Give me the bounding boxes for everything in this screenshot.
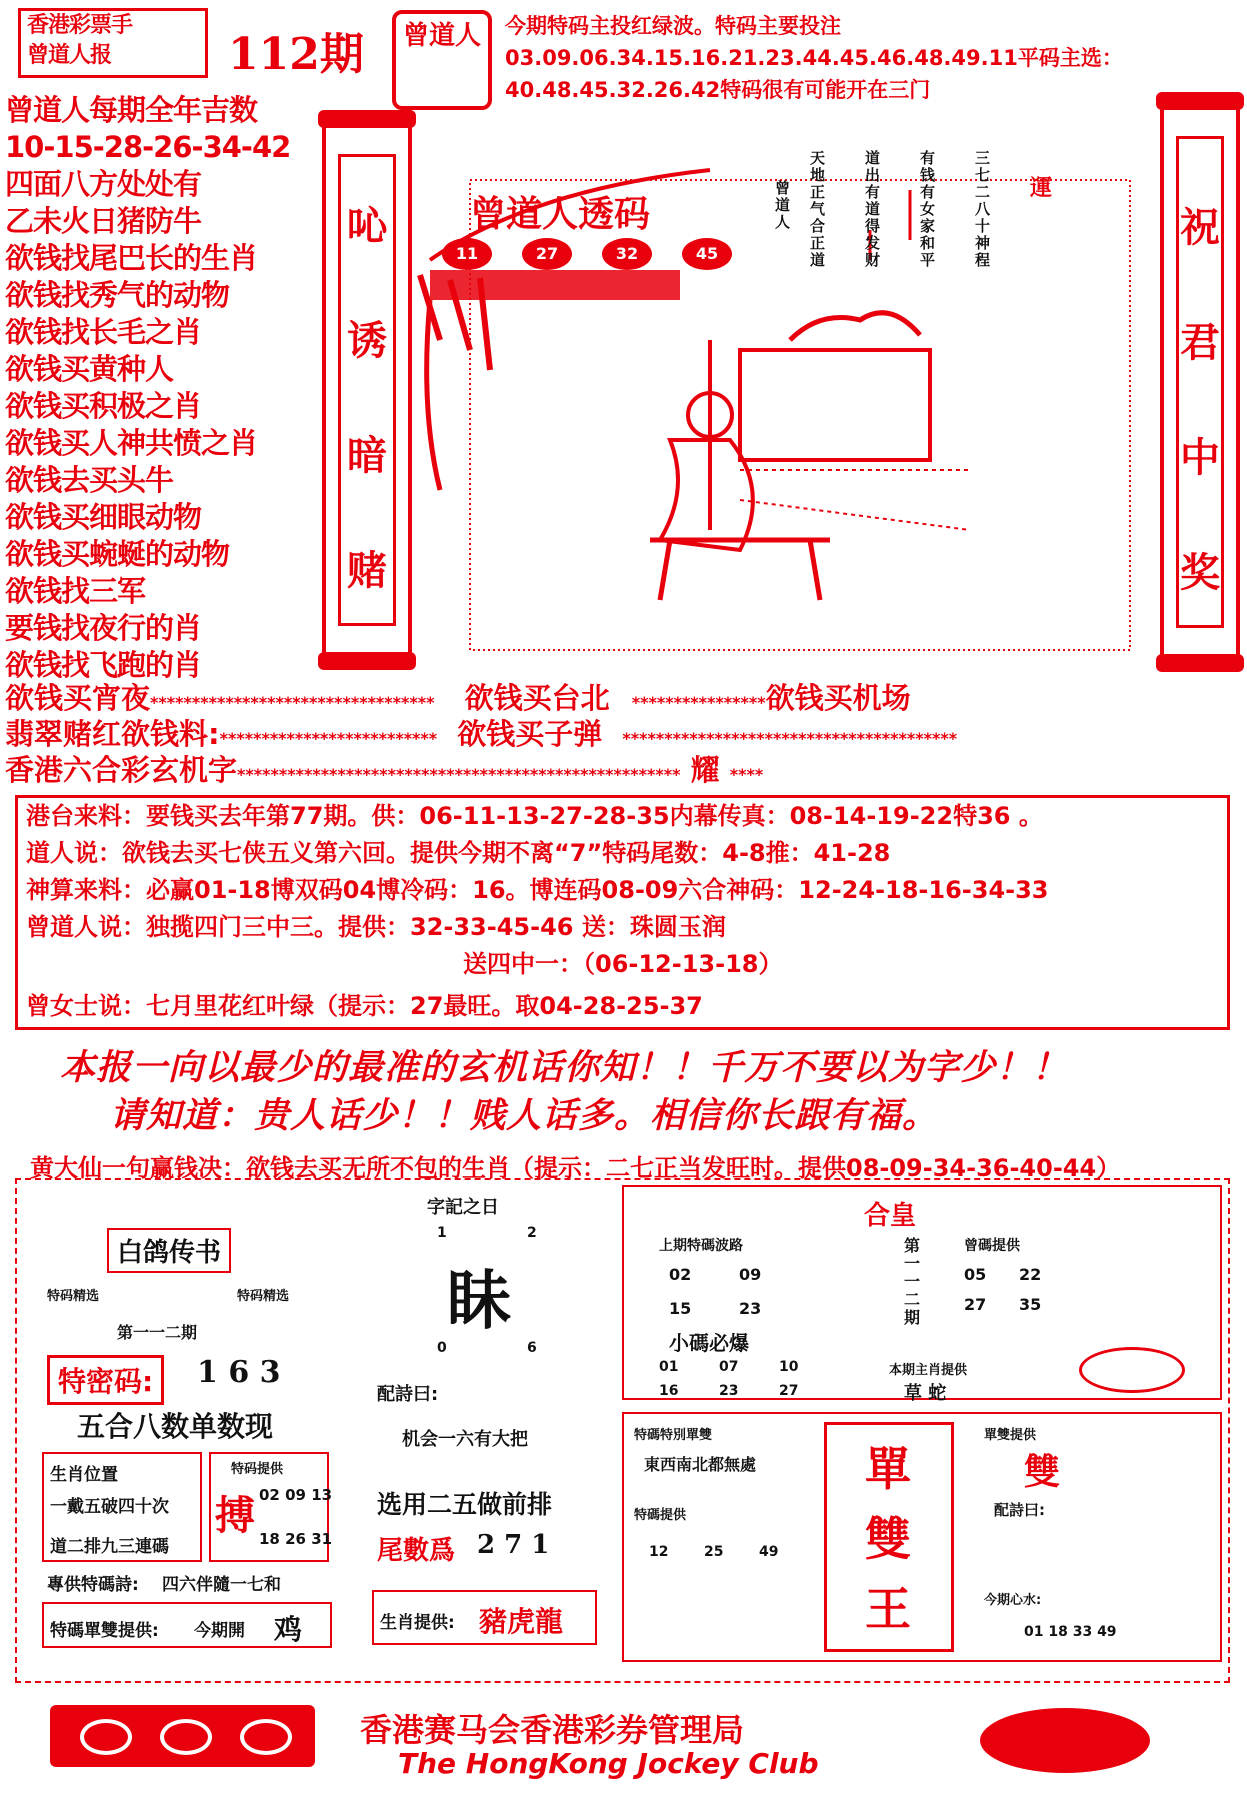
panel-a-title: 白鸽传书: [107, 1228, 231, 1273]
left-line: 欲钱找飞跑的肖: [5, 648, 202, 682]
callout-1: 本报一向以最少的最准的玄机话你知！！千万不要以为字少！！: [60, 1047, 1069, 1088]
star-line-2-mid: 欲钱买子弹: [457, 717, 603, 751]
panel-a-poem: 四六伴隨一七和: [162, 1575, 281, 1595]
left-line: 曾道人每期全年吉数: [5, 93, 258, 127]
top-note: 今期特码主投红绿波。特码主要投注03.09.06.34.15.16.21.23.44.45.46.48.49.11平码主选：40.48.45.32.26.42特码很有可能开在三门: [505, 14, 1123, 102]
panel-c-small-4: 16: [659, 1383, 679, 1399]
panel-b-char: 眛: [447, 1264, 511, 1339]
left-line: 四面八方处处有: [5, 167, 202, 201]
star-line-2-left: 翡翠赌红欲钱料:: [5, 717, 220, 751]
panel-a-bo-box: [209, 1452, 333, 1562]
left-riddle-column: [5, 92, 315, 684]
left-line: 欲钱买蜿蜒的动物: [5, 537, 230, 571]
poem-col-1: 曾道人: [775, 179, 791, 231]
star-line-1-stars: **********************************: [150, 693, 435, 712]
panel-b-tail-label: 尾數爲: [377, 1536, 456, 1566]
info-line-2: 道人说：欲钱去买七侠五义第六回。提供今期不离“7”特码尾数：4-8推：41-28: [26, 839, 891, 867]
left-line: 10-15-28-26-34-42: [5, 130, 291, 164]
panel-a-tm-value: 1 6 3: [197, 1355, 281, 1390]
info-line-4: 曾道人说：独揽四门三中三。提供：32-33-45-46 送：珠圆玉润: [26, 913, 726, 941]
panel-c-last-3: 15: [669, 1299, 692, 1318]
scroll-right-char-3: 中: [1180, 435, 1220, 481]
panel-a-sx-1: 一戴五破四十次: [50, 1497, 169, 1517]
panel-a-bo-label: 特码提供: [231, 1462, 284, 1477]
panel-d-center: [824, 1422, 954, 1652]
panel-b-zodiac-box: [372, 1590, 597, 1645]
panel-b-n2: 2: [527, 1225, 537, 1241]
scroll-right-char-1: 祝: [1180, 205, 1220, 251]
star-line-3: [5, 748, 763, 789]
panel-a-bo-row1: 02 09 13: [259, 1486, 333, 1504]
scroll-right-char-4: 奖: [1180, 550, 1220, 596]
panel-c-pick-label: 曾碼提供: [964, 1238, 1020, 1254]
panel-character: [357, 1185, 602, 1660]
panel-d-right-nums: 01 18 33 49: [1024, 1624, 1117, 1640]
panel-b-n6: 6: [527, 1340, 537, 1356]
left-line: 要钱找夜行的肖: [5, 611, 202, 645]
panel-a-tm-hint: 五合八数单数现: [77, 1410, 274, 1443]
panel-d-right-sub: 配詩曰:: [994, 1501, 1045, 1519]
star-line-2: [5, 712, 957, 753]
seal-stamp: 曾道人: [392, 10, 492, 110]
panel-d-num-1: 12: [649, 1544, 669, 1560]
panel-b-zodiac: 豬虎龍: [479, 1605, 564, 1638]
info-line-6: 曾女士说：七月里花红叶绿（提示：27最旺。取04-28-25-37: [26, 992, 703, 1020]
scroll-left-char-1: 吣: [347, 203, 387, 249]
panel-c-promo: 本期主肖提供: [889, 1363, 968, 1378]
poem-col-3: 道出有道得发财: [865, 149, 881, 269]
illustration-panel: [410, 110, 1150, 665]
panel-c-small-label: 小碼必爆: [669, 1331, 749, 1355]
ball-2: 27: [522, 238, 572, 270]
panel-c-small-2: 07: [719, 1359, 739, 1375]
poem-col-5: 三七二八十神程: [975, 149, 991, 269]
panel-a-sub-right: 特码精选: [237, 1289, 290, 1304]
info-line-3: 神算来料：必赢01-18博双码04博冷码：16。博连码08-09六合神码：12-24-18-16-34-33: [26, 876, 1049, 904]
panel-d-poem: 東西南北都無處: [644, 1455, 757, 1474]
panel-b-poem: 机会一六有大把: [402, 1429, 528, 1450]
left-line: 欲钱买细眼动物: [5, 500, 202, 534]
panel-white-dove: [27, 1190, 345, 1660]
panel-c-small-6: 27: [779, 1383, 799, 1399]
callout-2: 请知道：贵人话少！！贱人话多。相信你长跟有福。: [110, 1095, 939, 1136]
info-box: [15, 795, 1230, 1030]
panel-hehuang: [622, 1185, 1222, 1404]
panel-d-center-3: 王: [865, 1582, 911, 1636]
footer-chinese: 香港赛马会香港彩券管理局: [360, 1711, 745, 1749]
panel-d-center-2: 雙: [865, 1512, 911, 1566]
scroll-left-char-3: 暗: [347, 433, 387, 479]
logo-line-1: 香港彩票手: [27, 13, 133, 38]
panel-a-sx-label: 生肖位置: [50, 1465, 118, 1485]
logo-line-2: 曾道人报: [27, 43, 112, 68]
panel-c-bottom: 草 蛇: [904, 1383, 947, 1404]
scroll-left-char-2: 诱: [347, 318, 387, 364]
panel-d-right-char: 雙: [1024, 1452, 1061, 1493]
panel-d-right-tail: 今期心水:: [984, 1593, 1042, 1608]
left-line: 乙未火日猪防牛: [5, 204, 202, 238]
left-line: 欲钱找三军: [5, 574, 146, 608]
footer-ribbon-ornament: [50, 1705, 315, 1767]
star-line-2-stars2: ****************************************: [622, 729, 958, 748]
panel-d-pick-label: 特碼提供: [634, 1508, 687, 1523]
panel-a-bo-row2: 18 26 31: [259, 1530, 333, 1548]
panel-c-last-label: 上期特碼波路: [659, 1238, 743, 1254]
right-scroll: [1160, 102, 1240, 662]
panel-d-center-1: 單: [865, 1442, 911, 1496]
huang-daxian-line: 黄大仙一句赢钱决：欲钱去买无所不包的生肖（提示：二七正当发旺时。提供08-09-34-36-40-44）: [30, 1154, 1121, 1182]
panel-b-pick: 选用二五做前排: [377, 1490, 553, 1519]
left-line: 欲钱找秀气的动物: [5, 278, 230, 312]
panel-d-right-label: 單雙提供: [984, 1428, 1037, 1443]
star-line-1-right: 欲钱买机场: [765, 681, 911, 715]
lower-frame: [15, 1178, 1230, 1683]
panel-b-zodiac-label: 生肖提供:: [380, 1613, 455, 1633]
panel-b-n0: 0: [437, 1340, 447, 1356]
panel-c-pick-2: 22: [1019, 1265, 1042, 1284]
ball-3: 32: [602, 238, 652, 270]
left-line: 欲钱买黄种人: [5, 352, 174, 386]
masthead-logo: [18, 8, 208, 78]
star-line-1-stars2: ****************: [631, 693, 766, 712]
panel-c-emblem: [1079, 1347, 1185, 1393]
left-scroll: [322, 120, 412, 660]
panel-d-label: 特碼特別單雙: [634, 1428, 713, 1443]
panel-a-single-box: [42, 1602, 332, 1648]
panel-d-num-3: 49: [759, 1544, 779, 1560]
left-line: 欲钱买人神共愤之肖: [5, 426, 258, 460]
star-line-1-mid: 欲钱买台北: [464, 681, 610, 715]
star-line-1-left: 欲钱买宵夜: [5, 681, 151, 715]
info-line-5: 送四中一：（06-12-13-18）: [463, 950, 783, 978]
poem-col-2: 天地正气合正道: [810, 149, 826, 269]
star-line-3-stars2: ****: [729, 765, 764, 784]
panel-c-small-3: 10: [779, 1359, 799, 1375]
panel-b-tail: 2 7 1: [477, 1530, 550, 1560]
panel-c-pick-3: 27: [964, 1295, 987, 1314]
footer-english: The HongKong Jockey Club: [398, 1747, 819, 1780]
panel-a-single-val: 鸡: [274, 1613, 303, 1646]
scroll-right-char-2: 君: [1180, 320, 1220, 366]
left-line: 欲钱去买头牛: [5, 463, 174, 497]
panel-d-num-2: 25: [704, 1544, 724, 1560]
illustration-title: 曾道人透码: [470, 193, 651, 235]
panel-b-header: 字記之日: [427, 1197, 499, 1218]
panel-a-tm-label: 特密码:: [47, 1355, 164, 1405]
panel-c-small-5: 23: [719, 1383, 739, 1399]
panel-c-issue: 第一一二期: [904, 1236, 921, 1327]
panel-a-bo-char: 搏: [215, 1493, 255, 1539]
panel-a-poem-label: 專供特碼詩:: [47, 1575, 139, 1595]
ball-4: 45: [682, 238, 732, 270]
star-line-3-stars: *****************************************************: [237, 765, 681, 784]
star-line-3-mid: 耀: [690, 753, 720, 787]
panel-c-last-2: 09: [739, 1265, 762, 1284]
panel-c-pick-1: 05: [964, 1265, 987, 1284]
panel-c-last-4: 23: [739, 1299, 762, 1318]
info-line-1: 港台来料：要钱买去年第77期。供：06-11-13-27-28-35内幕传真：08-14-19-22特36 。: [26, 802, 1043, 830]
panel-single-double: [622, 1412, 1222, 1662]
panel-a-sub-left: 特码精选: [47, 1289, 100, 1304]
panel-a-sx-2: 道二排九三連碼: [50, 1537, 169, 1557]
left-line: 欲钱找尾巴长的生肖: [5, 241, 258, 275]
panel-a-single: 今期開: [194, 1621, 245, 1641]
star-line-1: [5, 676, 911, 717]
panel-c-small-1: 01: [659, 1359, 679, 1375]
left-line: 欲钱买积极之肖: [5, 389, 202, 423]
issue-number: 112期: [228, 29, 364, 80]
panel-b-poem-label: 配詩曰:: [377, 1384, 439, 1405]
star-line-2-stars: **************************: [219, 729, 438, 748]
poem-col-6: 運: [1030, 176, 1053, 201]
panel-c-pick-4: 35: [1019, 1295, 1042, 1314]
left-line: 欲钱找长毛之肖: [5, 315, 202, 349]
panel-b-n1: 1: [437, 1225, 447, 1241]
footer-oval-ornament: [980, 1708, 1150, 1773]
panel-a-single-label: 特碼單雙提供:: [50, 1621, 159, 1641]
ball-1: 11: [442, 238, 492, 270]
poem-col-4: 有钱有女家和平: [920, 149, 936, 269]
scroll-left-char-4: 赌: [347, 548, 387, 594]
panel-c-last-1: 02: [669, 1265, 692, 1284]
panel-a-issue: 第一一二期: [117, 1323, 198, 1342]
panel-a-zodiac-box: [42, 1452, 202, 1562]
star-line-3-left: 香港六合彩玄机字: [5, 753, 238, 787]
panel-c-title: 合皇: [864, 1201, 917, 1231]
